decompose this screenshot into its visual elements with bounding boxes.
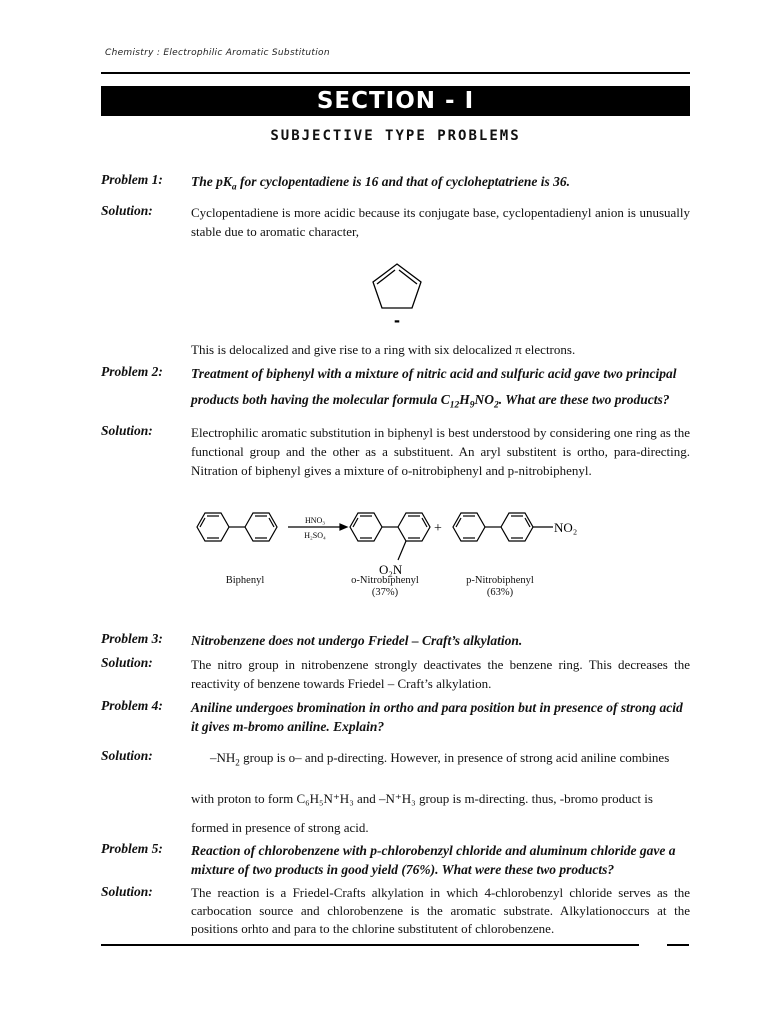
solution-1-label: Solution: bbox=[101, 203, 153, 218]
bottom-rule bbox=[101, 944, 639, 946]
problem-1-label: Problem 1: bbox=[101, 172, 163, 187]
problem-4-text: Aniline undergoes bromination in ortho and para position but in presence of strong acid it gives m-bromo aniline. Explain? bbox=[191, 700, 683, 734]
bottom-rule-short bbox=[667, 944, 689, 946]
ammonium-group: –N⁺H₃ bbox=[379, 791, 416, 806]
plus-sign: + bbox=[434, 521, 442, 536]
problem-3-label: Problem 3: bbox=[101, 631, 163, 646]
solution-1-text-2: This is delocalized and give rise to a ring with six delocalized π electrons. bbox=[191, 342, 576, 357]
problem-2-line-1: Treatment of biphenyl with a mixture of nitric acid and sulfuric acid gave two principal bbox=[191, 366, 677, 381]
problem-1-text: The $pK_a$ for cyclopentadiene is 16 and that of cycloheptatriene is 36. bbox=[191, 174, 570, 193]
nitro-group-ortho: O₂N bbox=[379, 562, 403, 577]
problem-2-label: Problem 2: bbox=[101, 364, 163, 379]
caption-o-nitrobiphenyl: o-Nitrobiphenyl (37%) bbox=[351, 575, 419, 598]
caption-p-nitrobiphenyl: p-Nitrobiphenyl (63%) bbox=[466, 575, 534, 598]
running-head: Chemistry : Electrophilic Aromatic Substitution bbox=[105, 48, 330, 58]
anion-charge: - bbox=[394, 310, 400, 330]
nitro-group-para: NO₂ bbox=[554, 520, 578, 535]
problem-5-text: Reaction of chlorobenzene with p-chlorobenzyl chloride and aluminum chloride gave a mixture of two products in good yield (76%). What were these two products? bbox=[191, 843, 676, 877]
solution-3-text: The nitro group in nitrobenzene strongly deactivates the benzene ring. This decreases the reactivity of benzene towards Friedel – Craft’s alkylation. bbox=[191, 657, 690, 691]
caption-biphenyl: Biphenyl bbox=[225, 575, 265, 586]
solution-2-text: Electrophilic aromatic substitution in biphenyl is best understood by considering one ring as the functional group and the other as a substituent. An aryl substitent is ortho, para-directing. Nitration of biphenyl gives a mixture of o-nitrobiphenyl and p-nitrobiphenyl. bbox=[191, 425, 690, 478]
section-title: SECTION - I bbox=[101, 86, 690, 116]
solution-5-text: The reaction is a Friedel-Crafts alkylation in which 4-chlorobenzyl chloride serves as the carbocation source and chlorobenzene is the aromatic substrate. Alkylationoccurs at the positions orhto and para to the chlorine substitutent of chlorobenzene. bbox=[191, 885, 690, 936]
solution-4-line-1: $-NH_2$ group is o– and p-directing. However, in presence of strong acid aniline combines bbox=[210, 750, 670, 768]
subheading: SUBJECTIVE TYPE PROBLEMS bbox=[270, 128, 521, 144]
pi-symbol: π bbox=[515, 342, 522, 357]
solution-4-line-3: formed in presence of strong acid. bbox=[191, 820, 369, 835]
reagent-h2so4: H₂SO₄ bbox=[304, 531, 326, 540]
problem-5-label: Problem 5: bbox=[101, 841, 163, 856]
solution-1-text: Cyclopentadiene is more acidic because its conjugate base, cyclopentadienyl anion is unusually stable due to aromatic character, bbox=[191, 205, 690, 239]
solution-3-label: Solution: bbox=[101, 655, 153, 670]
reagent-hno3: HNO₃ bbox=[304, 516, 326, 525]
problem-2-line-2: products both having the molecular formula $C_{12}H_9NO_2$. What are these two products? bbox=[191, 392, 670, 411]
problem-4-label: Problem 4: bbox=[101, 698, 163, 713]
solution-2-label: Solution: bbox=[101, 423, 153, 438]
solution-4-line-2: with proton to form C₆H₅N⁺H₃ and –N⁺H₃ group is m-directing. thus, -bromo product is bbox=[191, 791, 653, 806]
problem-3-text: Nitrobenzene does not undergo Friedel – Craft’s alkylation. bbox=[191, 633, 523, 648]
solution-5-label: Solution: bbox=[101, 884, 153, 899]
cyclopentadienyl-anion-structure bbox=[360, 258, 435, 330]
top-rule bbox=[101, 72, 690, 74]
solution-4-label: Solution: bbox=[101, 748, 153, 763]
anilinium-formula: C₆H₅N⁺H₃ bbox=[296, 791, 354, 806]
